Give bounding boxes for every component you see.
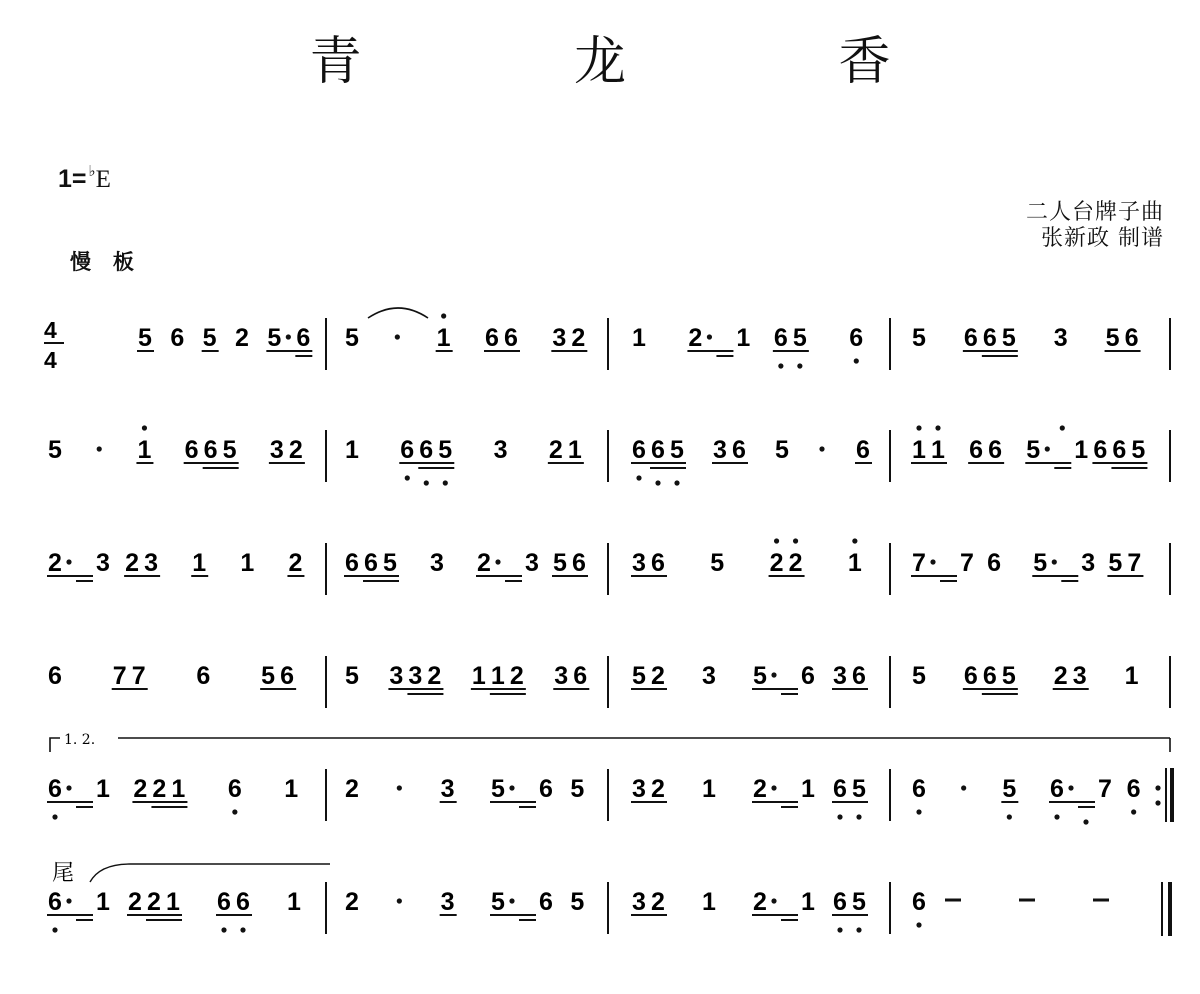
note-digit: 1 — [1074, 436, 1089, 464]
note-digit: 5 — [753, 662, 767, 690]
note-digit: 3 — [713, 436, 727, 464]
note-digit: 3 — [1072, 662, 1087, 690]
low-octave-dot — [52, 927, 57, 932]
note-digit: 1 — [240, 549, 255, 577]
note-digit: 6 — [1050, 775, 1064, 803]
note-digit: 2 — [651, 888, 665, 916]
note-digit: 5 — [138, 324, 152, 352]
note-digit: 2 — [288, 549, 303, 577]
note-digit: 5 — [345, 662, 359, 690]
note-digit: 6 — [48, 775, 62, 803]
note-digit: 6 — [801, 662, 815, 690]
note-digit: 6 — [196, 662, 211, 690]
note-digit: 1 — [490, 662, 505, 690]
note-digit: 1 — [567, 436, 582, 464]
note-digit: 6 — [856, 436, 870, 464]
note-digit: 6 — [1112, 436, 1127, 464]
note-digit: 3 — [1081, 549, 1096, 577]
note-digit: 6 — [48, 662, 62, 690]
note-digit: 5 — [438, 436, 453, 464]
note-digit: 6 — [227, 775, 242, 803]
low-octave-dot — [232, 809, 237, 814]
note-digit: 5 — [852, 775, 866, 803]
note-digit: 1 — [166, 888, 180, 916]
time-signature-top: 4 — [44, 317, 57, 343]
note-digit: 6 — [651, 436, 665, 464]
note-digit: 6 — [539, 775, 553, 803]
volta-bracket — [50, 738, 60, 752]
augmentation-dot — [771, 785, 776, 790]
note-digit: 6 — [1126, 775, 1141, 803]
note-digit: 1 — [436, 324, 451, 352]
note-digit: 5 — [1001, 662, 1016, 690]
note-digit: 1 — [702, 775, 716, 803]
note-digit: 2 — [788, 549, 803, 577]
augmentation-dot — [397, 898, 402, 903]
low-octave-dot — [854, 358, 859, 363]
note-digit: 6 — [573, 662, 588, 690]
note-digit: 5 — [345, 324, 359, 352]
note-digit: 6 — [912, 775, 926, 803]
note-digit: 6 — [170, 324, 185, 352]
note-digit: 1 — [847, 549, 862, 577]
note-digit: 3 — [552, 324, 567, 352]
note-digit: 5 — [1131, 436, 1146, 464]
note-digit: 7 — [1127, 549, 1142, 577]
note-digit: 1 — [801, 888, 815, 916]
low-octave-dot — [856, 814, 861, 819]
note-digit: 6 — [217, 888, 231, 916]
augmentation-dot — [1052, 559, 1057, 564]
note-digit: 1 — [96, 888, 110, 916]
note-digit: 6 — [345, 549, 359, 577]
note-digit: 2 — [688, 324, 703, 352]
note-digit: 2 — [477, 549, 491, 577]
note-digit: 6 — [982, 662, 997, 690]
note-digit: 3 — [1053, 324, 1068, 352]
low-octave-dot — [797, 363, 802, 368]
low-octave-dot — [856, 927, 861, 932]
note-digit: 3 — [389, 662, 404, 690]
note-digit: 2 — [427, 662, 442, 690]
note-digit: 2 — [753, 775, 767, 803]
augmentation-dot — [66, 898, 71, 903]
note-digit: 2 — [125, 549, 140, 577]
note-digit: 2 — [548, 436, 563, 464]
arranger-line: 张新政 制谱 — [1041, 226, 1164, 251]
augmentation-dot — [771, 672, 776, 677]
high-octave-dot — [142, 425, 147, 430]
note-digit: 6 — [912, 888, 926, 916]
note-digit: 1 — [287, 888, 301, 916]
note-digit: 1 — [345, 436, 359, 464]
note-digit: 6 — [572, 549, 586, 577]
note-digit: 2 — [345, 888, 359, 916]
note-digit: 5 — [1033, 549, 1048, 577]
note-digit: 5 — [670, 436, 684, 464]
note-digit: 3 — [632, 549, 646, 577]
low-octave-dot — [240, 927, 245, 932]
volta-label: 1. 2. — [64, 732, 96, 748]
note-digit: 5 — [792, 324, 807, 352]
note-digit: 6 — [988, 436, 1003, 464]
note-digit: 2 — [48, 549, 62, 577]
augmentation-dot — [819, 446, 824, 451]
low-octave-dot — [916, 809, 921, 814]
note-digit: 5 — [48, 436, 62, 464]
note-digit: 5 — [1001, 324, 1016, 352]
augmentation-dot — [771, 898, 776, 903]
note-digit: 3 — [408, 662, 423, 690]
note-digit: 6 — [852, 662, 866, 690]
note-digit: 2 — [288, 436, 303, 464]
repeat-dot — [1155, 785, 1160, 790]
note-digit: 6 — [963, 324, 978, 352]
note-digit: 6 — [773, 324, 788, 352]
note-digit: 6 — [833, 775, 847, 803]
note-digit: 5 — [710, 549, 725, 577]
note-digit: 7 — [131, 662, 146, 690]
high-octave-dot — [774, 538, 779, 543]
augmentation-dot — [509, 898, 514, 903]
augmentation-dot — [495, 559, 500, 564]
note-digit: 5 — [202, 324, 217, 352]
key-note: E — [95, 166, 111, 193]
note-digit: 1 — [912, 436, 926, 464]
note-digit: 5 — [912, 662, 926, 690]
note-digit: 5 — [383, 549, 397, 577]
note-digit: 2 — [152, 775, 167, 803]
note-digit: 6 — [236, 888, 250, 916]
note-digit: 6 — [651, 549, 665, 577]
note-digit: 6 — [732, 436, 746, 464]
low-octave-dot — [636, 475, 641, 480]
low-octave-dot — [1007, 814, 1012, 819]
low-octave-dot — [674, 480, 679, 485]
note-digit: 1 — [702, 888, 716, 916]
note-digit: 1 — [931, 436, 945, 464]
note-digit: 5 — [852, 888, 866, 916]
note-digit: 2 — [345, 775, 359, 803]
tempo-marking: 慢 板 — [70, 251, 142, 274]
note-digit: 5 — [1002, 775, 1017, 803]
augmentation-dot — [97, 446, 102, 451]
note-digit: 5 — [570, 888, 585, 916]
note-digit: 5 — [222, 436, 237, 464]
note-digit: 2 — [769, 549, 784, 577]
note-digit: 1 — [632, 324, 646, 352]
note-digit: 3 — [525, 549, 539, 577]
note-digit: 3 — [632, 775, 646, 803]
high-octave-dot — [935, 425, 940, 430]
note-digit: 6 — [963, 662, 978, 690]
augmentation-dot — [395, 334, 400, 339]
note-digit: 2 — [651, 662, 665, 690]
note-digit: 3 — [493, 436, 508, 464]
high-octave-dot — [793, 538, 798, 543]
low-octave-dot — [221, 927, 226, 932]
augmentation-dot — [707, 334, 712, 339]
note-digit: 5 — [491, 775, 505, 803]
high-octave-dot — [916, 425, 921, 430]
note-digit: 3 — [440, 888, 455, 916]
note-digit: 3 — [96, 549, 110, 577]
source-line: 二人台牌子曲 — [1025, 200, 1164, 225]
time-signature-bottom: 4 — [44, 347, 57, 373]
low-octave-dot — [778, 363, 783, 368]
high-octave-dot — [441, 313, 446, 318]
note-digit: 5 — [570, 775, 585, 803]
note-digit: 2 — [753, 888, 767, 916]
augmentation-dot — [961, 785, 966, 790]
note-digit: 2 — [235, 324, 249, 352]
augmentation-dot — [509, 785, 514, 790]
low-octave-dot — [52, 814, 57, 819]
key-prefix: 1= — [58, 165, 87, 193]
augmentation-dot — [930, 559, 935, 564]
note-digit: 6 — [364, 549, 378, 577]
low-octave-dot — [1131, 809, 1136, 814]
high-octave-dot — [1060, 425, 1065, 430]
note-digit: 6 — [400, 436, 415, 464]
note-digit: 6 — [1093, 436, 1108, 464]
note-digit: 2 — [147, 888, 161, 916]
note-digit: 2 — [1053, 662, 1068, 690]
note-digit: 1 — [801, 775, 815, 803]
low-octave-dot — [837, 814, 842, 819]
note-digit: 5 — [261, 662, 276, 690]
note-digit: 6 — [419, 436, 434, 464]
note-digit: 6 — [969, 436, 984, 464]
note-digit: 7 — [960, 549, 974, 577]
note-digit: 7 — [1098, 775, 1112, 803]
note-digit: 1 — [192, 549, 207, 577]
note-digit: 5 — [912, 324, 926, 352]
note-digit: 5 — [775, 436, 789, 464]
note-digit: 2 — [128, 888, 142, 916]
augmentation-dot — [286, 334, 291, 339]
note-digit: 1 — [137, 436, 152, 464]
low-octave-dot — [1054, 814, 1059, 819]
note-digit: 5 — [632, 662, 646, 690]
note-digit: 6 — [280, 662, 295, 690]
low-octave-dot — [1083, 819, 1088, 824]
low-octave-dot — [405, 475, 410, 480]
coda-label: 尾 — [52, 861, 75, 886]
augmentation-dot — [1068, 785, 1073, 790]
augmentation-dot — [397, 785, 402, 790]
low-octave-dot — [655, 480, 660, 485]
note-digit: 3 — [833, 662, 847, 690]
note-digit: 2 — [571, 324, 586, 352]
note-digit: 3 — [144, 549, 159, 577]
note-digit: 3 — [430, 549, 444, 577]
coda-slur — [90, 864, 330, 882]
note-digit: 6 — [833, 888, 847, 916]
score-title: 青 龙 香 — [309, 32, 989, 92]
note-digit: 6 — [987, 549, 1002, 577]
note-digit: 6 — [48, 888, 62, 916]
augmentation-dot — [1045, 446, 1050, 451]
note-digit: 1 — [171, 775, 186, 803]
note-digit: 5 — [267, 324, 282, 352]
low-octave-dot — [424, 480, 429, 485]
note-digit: 1 — [736, 324, 751, 352]
note-digit: 2 — [509, 662, 524, 690]
note-digit: 2 — [133, 775, 148, 803]
augmentation-dot — [66, 785, 71, 790]
note-digit: 3 — [440, 775, 455, 803]
note-digit: 3 — [554, 662, 569, 690]
repeat-dot — [1155, 800, 1160, 805]
note-digit: 3 — [632, 888, 646, 916]
note-digit: 6 — [632, 436, 646, 464]
note-digit: 3 — [702, 662, 716, 690]
note-digit: 2 — [651, 775, 665, 803]
low-octave-dot — [837, 927, 842, 932]
note-digit: 1 — [284, 775, 299, 803]
note-digit: 6 — [203, 436, 218, 464]
slur — [368, 308, 428, 318]
note-digit: 6 — [296, 324, 311, 352]
note-digit: 3 — [269, 436, 284, 464]
note-digit: 6 — [982, 324, 997, 352]
note-digit: 6 — [849, 324, 864, 352]
note-digit: 6 — [485, 324, 499, 352]
high-octave-dot — [852, 538, 857, 543]
note-digit: 5 — [1026, 436, 1041, 464]
note-digit: 6 — [539, 888, 553, 916]
note-digit: 5 — [491, 888, 505, 916]
note-digit: 5 — [1108, 549, 1123, 577]
note-digit: 1 — [1124, 662, 1139, 690]
note-digit: 5 — [553, 549, 567, 577]
note-digit: 1 — [471, 662, 486, 690]
note-digit: 6 — [504, 324, 518, 352]
note-digit: 5 — [1105, 324, 1120, 352]
note-digit: 6 — [1124, 324, 1139, 352]
note-digit: 7 — [112, 662, 127, 690]
flat-sign: ♭ — [88, 163, 96, 180]
low-octave-dot — [443, 480, 448, 485]
note-digit: 6 — [184, 436, 199, 464]
note-digit: 1 — [96, 775, 110, 803]
augmentation-dot — [66, 559, 71, 564]
note-digit: 7 — [912, 549, 926, 577]
low-octave-dot — [916, 922, 921, 927]
